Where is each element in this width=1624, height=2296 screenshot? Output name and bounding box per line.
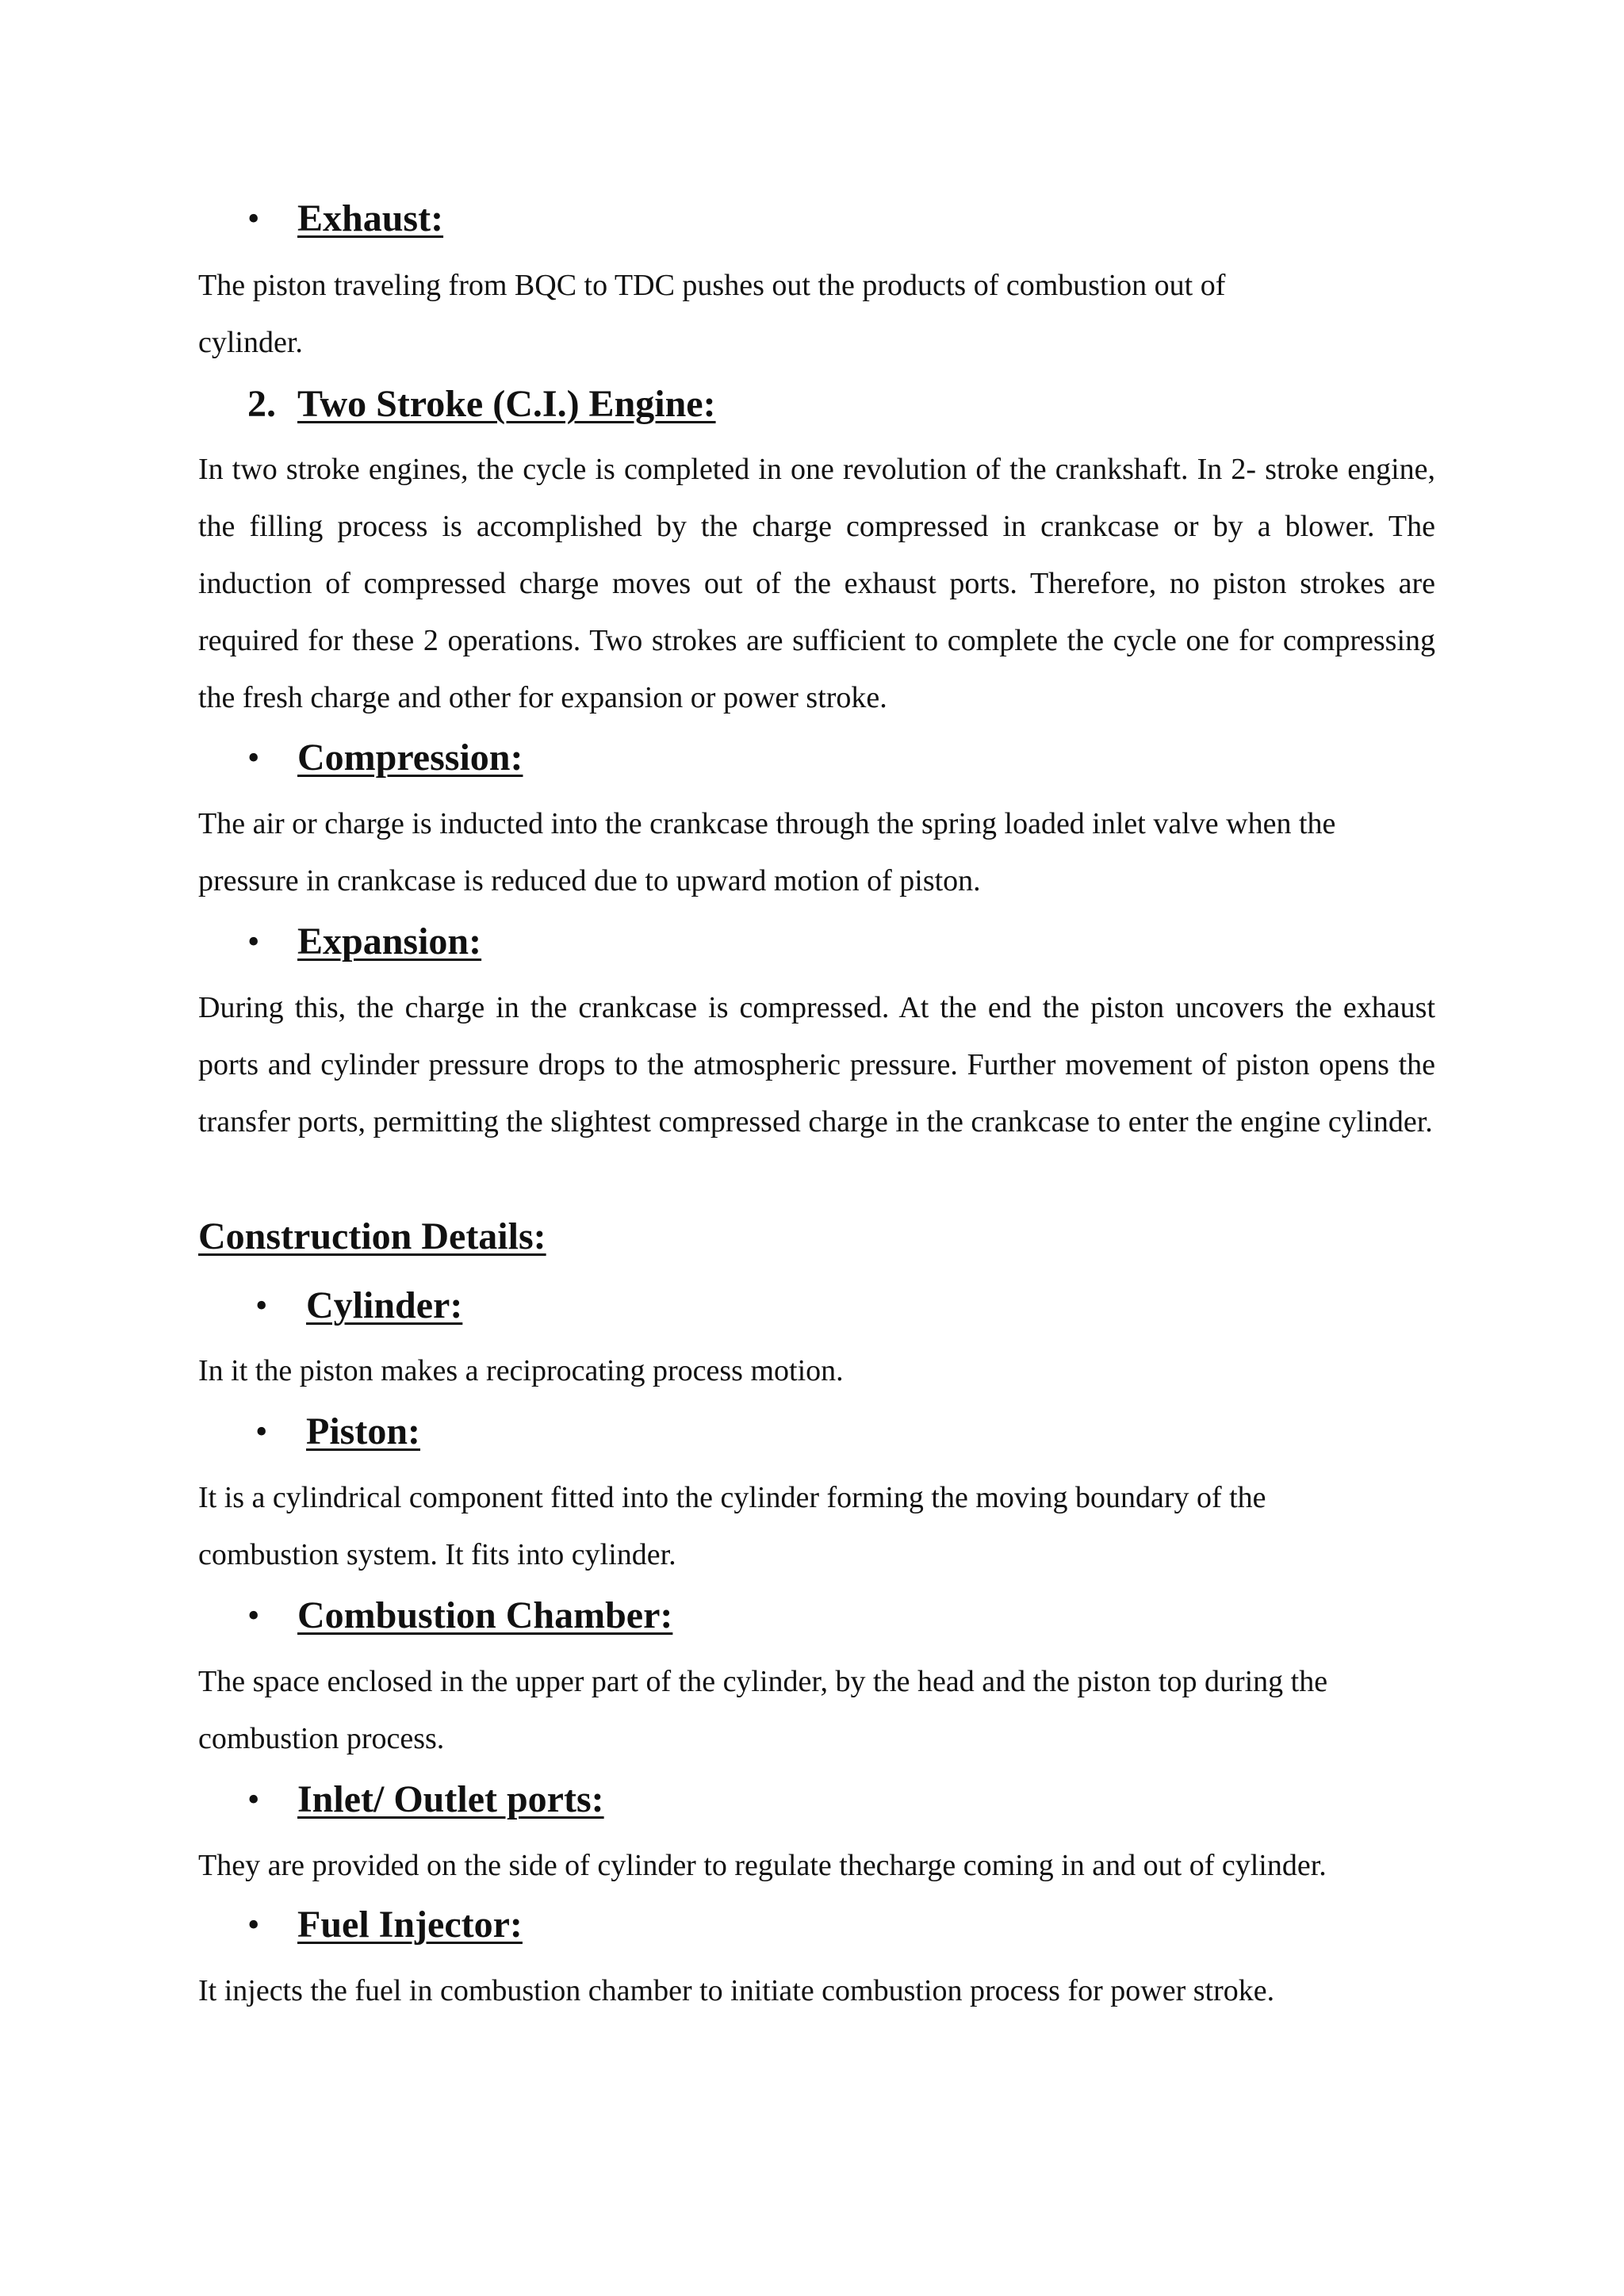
paragraph-exhaust: The piston traveling from BQC to TDC pushes out the products of combustion out of cylinder.	[198, 269, 1226, 359]
paragraph-cylinder: In it the piston makes a reciprocating process motion.	[198, 1354, 844, 1387]
heading-expansion: Expansion:	[297, 920, 482, 962]
heading-construction-details: Construction Details:	[198, 1215, 546, 1257]
paragraph-inlet-outlet-ports: They are provided on the side of cylinder to regulate thecharge coming in and out of cylinder.	[198, 1849, 1327, 1882]
bullet-cylinder: •	[255, 1286, 268, 1325]
heading-exhaust: Exhaust:	[297, 197, 444, 239]
heading-combustion-chamber: Combustion Chamber:	[297, 1594, 673, 1636]
bullet-fuel-injector: •	[247, 1905, 260, 1944]
paragraph-piston: It is a cylindrical component fitted into the cylinder forming the moving boundary of the combustion system. It fits into cylinder.	[198, 1481, 1266, 1571]
section-number-two-stroke: 2.	[247, 383, 276, 425]
bullet-piston: •	[255, 1412, 268, 1451]
paragraph-two-stroke-engine: In two stroke engines, the cycle is completed in one revolution of the crankshaft. In 2- stroke engine, the filling process is accomplished by the charge compressed in crankcase or by a blower. The induction of compressed charge moves out of the exhaust ports. Therefore, no piston strokes are required for these 2 operations. Two strokes are sufficient to complete the cycle one for compressing the fresh charge and other for expansion or power stroke.	[198, 453, 1435, 714]
heading-compression: Compression:	[297, 737, 523, 779]
heading-fuel-injector: Fuel Injector:	[297, 1904, 523, 1946]
heading-piston: Piston:	[306, 1410, 420, 1452]
bullet-inlet-outlet-ports: •	[247, 1780, 260, 1819]
bullet-expansion: •	[247, 922, 260, 961]
bullet-exhaust: •	[247, 199, 260, 238]
paragraph-compression: The air or charge is inducted into the crankcase through the spring loaded inlet valve when the pressure in crankcase is reduced due to upward motion of piston.	[198, 807, 1336, 897]
heading-cylinder: Cylinder:	[306, 1284, 463, 1326]
paragraph-fuel-injector: It injects the fuel in combustion chamber to initiate combustion process for power stroke.	[198, 1974, 1275, 2007]
paragraph-expansion: During this, the charge in the crankcase is compressed. At the end the piston uncovers the exhaust ports and cylinder pressure drops to the atmospheric pressure. Further movement of piston opens the transfer ports, permitting the slightest compressed charge in the crankcase to enter the engine cylinder.	[198, 991, 1435, 1138]
bullet-combustion-chamber: •	[247, 1596, 260, 1635]
heading-inlet-outlet-ports: Inlet/ Outlet ports:	[297, 1778, 604, 1820]
bullet-compression: •	[247, 738, 260, 777]
heading-two-stroke-engine: Two Stroke (C.I.) Engine:	[297, 383, 716, 425]
paragraph-combustion-chamber: The space enclosed in the upper part of the cylinder, by the head and the piston top during the combustion process.	[198, 1665, 1328, 1755]
